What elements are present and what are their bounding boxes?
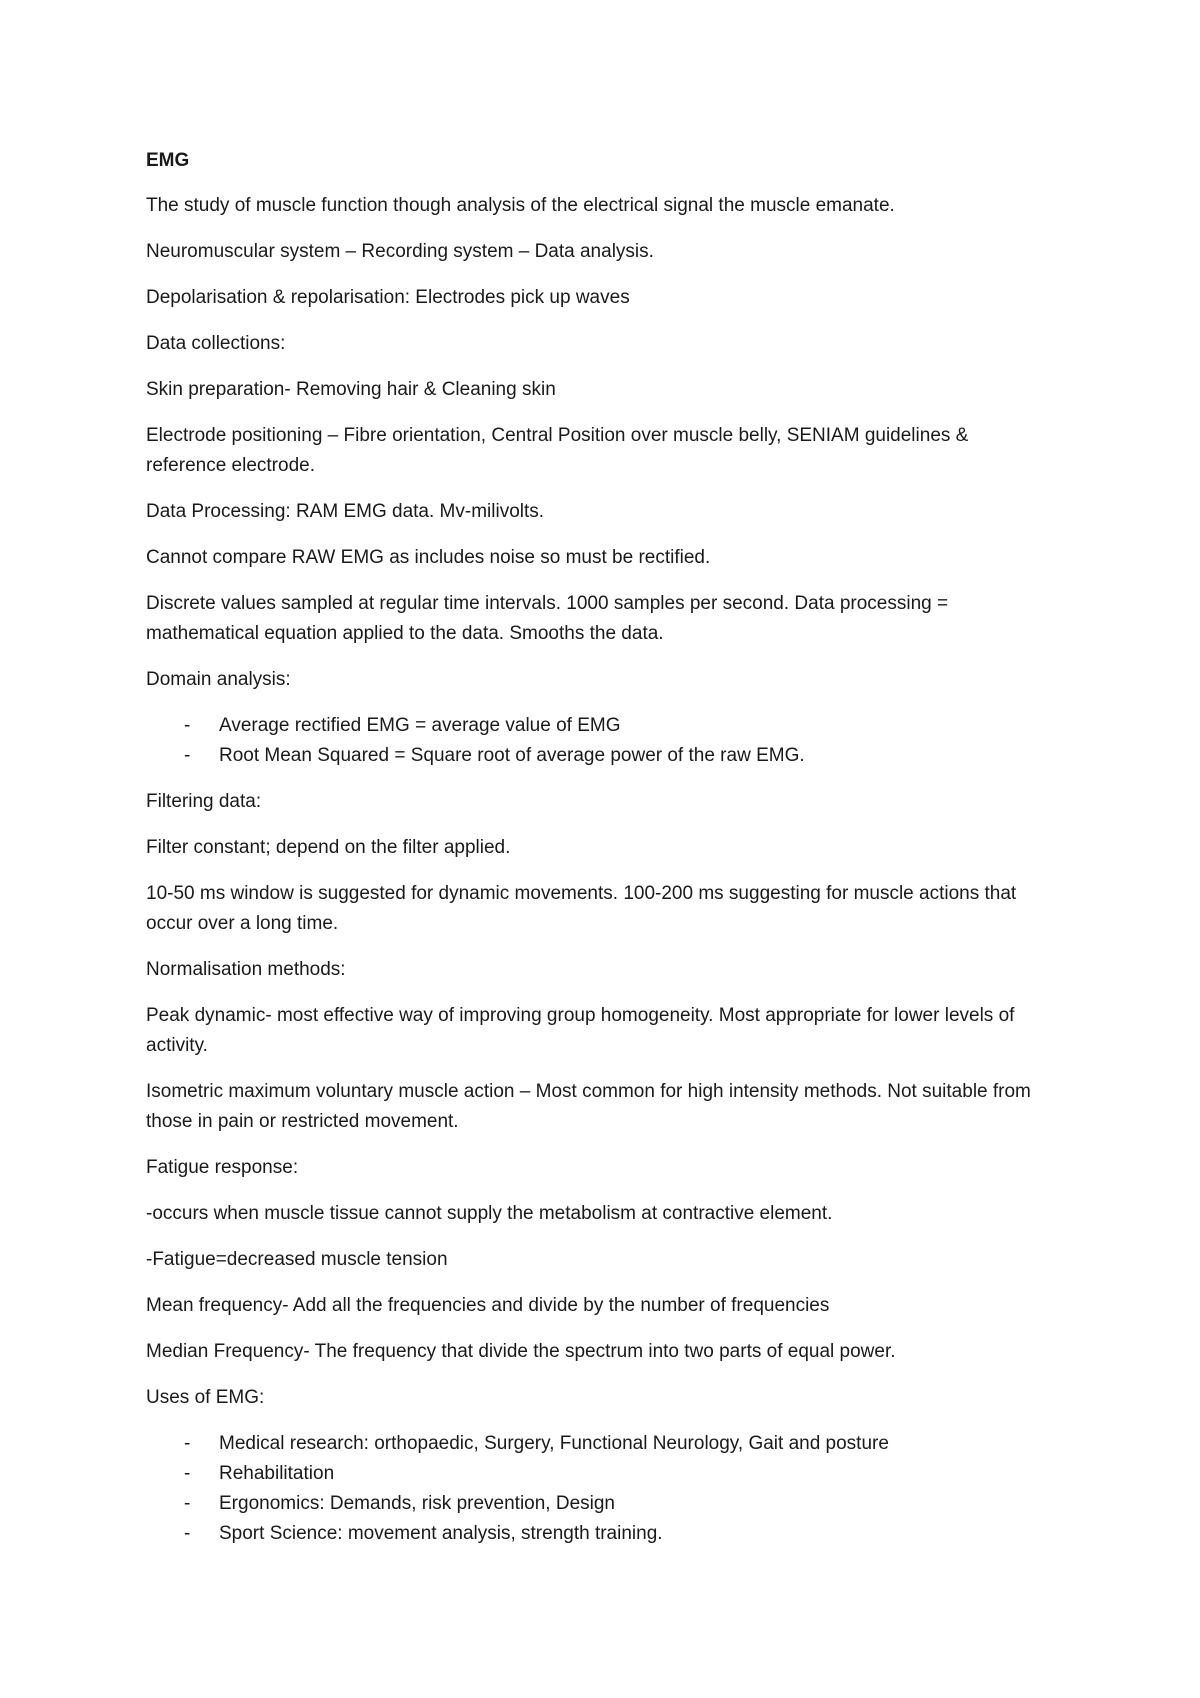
list-bullet: -	[184, 1523, 191, 1544]
list-item-text: Rehabilitation	[219, 1463, 335, 1484]
list-item-text: Sport Science: movement analysis, strength training.	[219, 1523, 663, 1544]
list-item	[146, 711, 1046, 741]
paragraph-mean-frequency: Mean frequency- Add all the frequencies and divide by the number of frequencies	[146, 1295, 830, 1316]
paragraph-electrode-positioning: Electrode positioning – Fibre orientation, Central Position over muscle belly, SENIAM guidelines & reference electrode.	[146, 425, 969, 476]
paragraph-discrete-values: Discrete values sampled at regular time intervals. 1000 samples per second. Data processing = mathematical equation applied to the data. Smooths the data.	[146, 593, 949, 644]
list-item	[146, 1429, 1046, 1459]
paragraph-data-processing: Data Processing: RAM EMG data. Mv-milivolts.	[146, 501, 545, 522]
paragraph-median-frequency: Median Frequency- The frequency that divide the spectrum into two parts of equal power.	[146, 1341, 896, 1362]
list-bullet: -	[184, 715, 191, 736]
list-item-text: Ergonomics: Demands, risk prevention, Design	[219, 1493, 616, 1514]
paragraph-window: 10-50 ms window is suggested for dynamic movements. 100-200 ms suggesting for muscle actions that occur over a long time.	[146, 883, 1017, 934]
domain-analysis-list	[146, 711, 1046, 771]
list-item	[146, 741, 1046, 771]
list-item-text: Medical research: orthopaedic, Surgery, Functional Neurology, Gait and posture	[219, 1433, 889, 1454]
paragraph-system-chain: Neuromuscular system – Recording system – Data analysis.	[146, 241, 654, 262]
heading-domain-analysis: Domain analysis:	[146, 669, 291, 690]
uses-of-emg-list	[146, 1429, 1046, 1549]
heading-filtering-data: Filtering data:	[146, 791, 262, 812]
heading-normalisation-methods: Normalisation methods:	[146, 959, 346, 980]
list-item	[146, 1459, 1046, 1489]
list-item	[146, 1519, 1046, 1549]
paragraph-raw-emg: Cannot compare RAW EMG as includes noise so must be rectified.	[146, 547, 711, 568]
paragraph-definition: The study of muscle function though analysis of the electrical signal the muscle emanate.	[146, 195, 895, 216]
paragraph-isometric: Isometric maximum voluntary muscle action – Most common for high intensity methods. Not suitable from those in pain or restricted movement.	[146, 1081, 1031, 1132]
paragraph-depolarisation: Depolarisation & repolarisation: Electrodes pick up waves	[146, 287, 630, 308]
paragraph-fatigue-occurs: -occurs when muscle tissue cannot supply the metabolism at contractive element.	[146, 1203, 833, 1224]
list-bullet: -	[184, 745, 191, 766]
list-item-text: Root Mean Squared = Square root of average power of the raw EMG.	[219, 745, 805, 766]
list-bullet: -	[184, 1433, 191, 1454]
list-bullet: -	[184, 1463, 191, 1484]
list-item	[146, 1489, 1046, 1519]
paragraph-peak-dynamic: Peak dynamic- most effective way of improving group homogeneity. Most appropriate for lower levels of activity.	[146, 1005, 1015, 1056]
list-item-text: Average rectified EMG = average value of EMG	[219, 715, 621, 736]
document-title: EMG	[146, 150, 190, 171]
paragraph-fatigue-tension: -Fatigue=decreased muscle tension	[146, 1249, 448, 1270]
list-bullet: -	[184, 1493, 191, 1514]
heading-uses-of-emg: Uses of EMG:	[146, 1387, 265, 1408]
paragraph-skin-preparation: Skin preparation- Removing hair & Cleaning skin	[146, 379, 556, 400]
heading-fatigue-response: Fatigue response:	[146, 1157, 299, 1178]
paragraph-filter-constant: Filter constant; depend on the filter applied.	[146, 837, 511, 858]
heading-data-collections: Data collections:	[146, 333, 286, 354]
document-page	[146, 146, 1046, 1565]
